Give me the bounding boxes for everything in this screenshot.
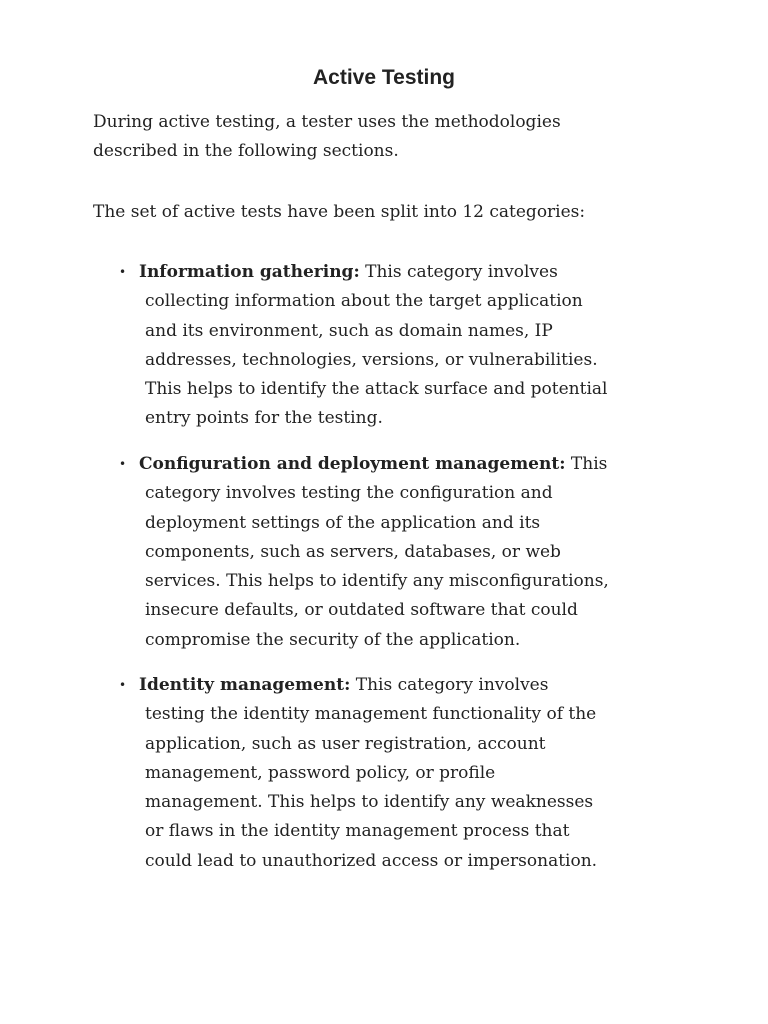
category-term: Identity management: xyxy=(139,675,351,695)
categories-summary: The set of active tests have been split into 12 categories: xyxy=(93,202,586,222)
list-item-first-line xyxy=(139,671,679,700)
list-item-line: management. This helps to identify any weaknesses xyxy=(145,792,594,813)
list-item-line: collecting information about the target application xyxy=(145,291,583,312)
list-item-line: entry points for the testing. xyxy=(145,408,383,429)
bullet-icon: • xyxy=(119,265,127,279)
list-item-line: deployment settings of the application and its xyxy=(145,512,541,533)
bullet-icon: • xyxy=(119,457,127,471)
category-term: Information gathering: xyxy=(139,262,360,282)
list-item-line: management, password policy, or profile xyxy=(145,762,496,783)
list-item-line: category involves testing the configuration and xyxy=(145,483,553,504)
list-item-line: testing the identity management functionality of the xyxy=(145,704,597,725)
category-term: Configuration and deployment management: xyxy=(139,454,566,474)
intro-line: During active testing, a tester uses the methodologies xyxy=(93,112,561,132)
list-item-first-line xyxy=(139,450,679,479)
list-item-line: addresses, technologies, versions, or vulnerabilities. xyxy=(145,349,598,370)
list-item-line: or flaws in the identity management process that xyxy=(145,821,570,842)
category-first-line-text: This category involves xyxy=(359,262,558,282)
list-item-line: This helps to identify the attack surface and potential xyxy=(145,379,608,400)
list-item-identity-management xyxy=(119,671,679,876)
category-first-line-text: This category involves xyxy=(350,675,549,695)
list-item-line: could lead to unauthorized access or impersonation. xyxy=(145,850,598,871)
category-first-line-text: This xyxy=(565,454,608,474)
bullet-icon: • xyxy=(119,678,127,692)
list-item-line: services. This helps to identify any misconfigurations, xyxy=(145,571,609,592)
intro-line: described in the following sections. xyxy=(93,141,399,162)
list-item-line: application, such as user registration, account xyxy=(145,733,546,754)
list-item-line: components, such as servers, databases, or web xyxy=(145,541,561,562)
list-item-information-gathering xyxy=(119,258,679,434)
page-title: Active Testing xyxy=(313,66,455,89)
list-item-configuration-deployment xyxy=(119,450,679,655)
list-item-first-line xyxy=(139,258,679,287)
list-item-line: insecure defaults, or outdated software that could xyxy=(145,600,578,621)
list-item-line: and its environment, such as domain names, IP xyxy=(145,320,553,341)
list-item-line: compromise the security of the application. xyxy=(145,629,521,650)
intro-paragraph xyxy=(93,108,653,167)
